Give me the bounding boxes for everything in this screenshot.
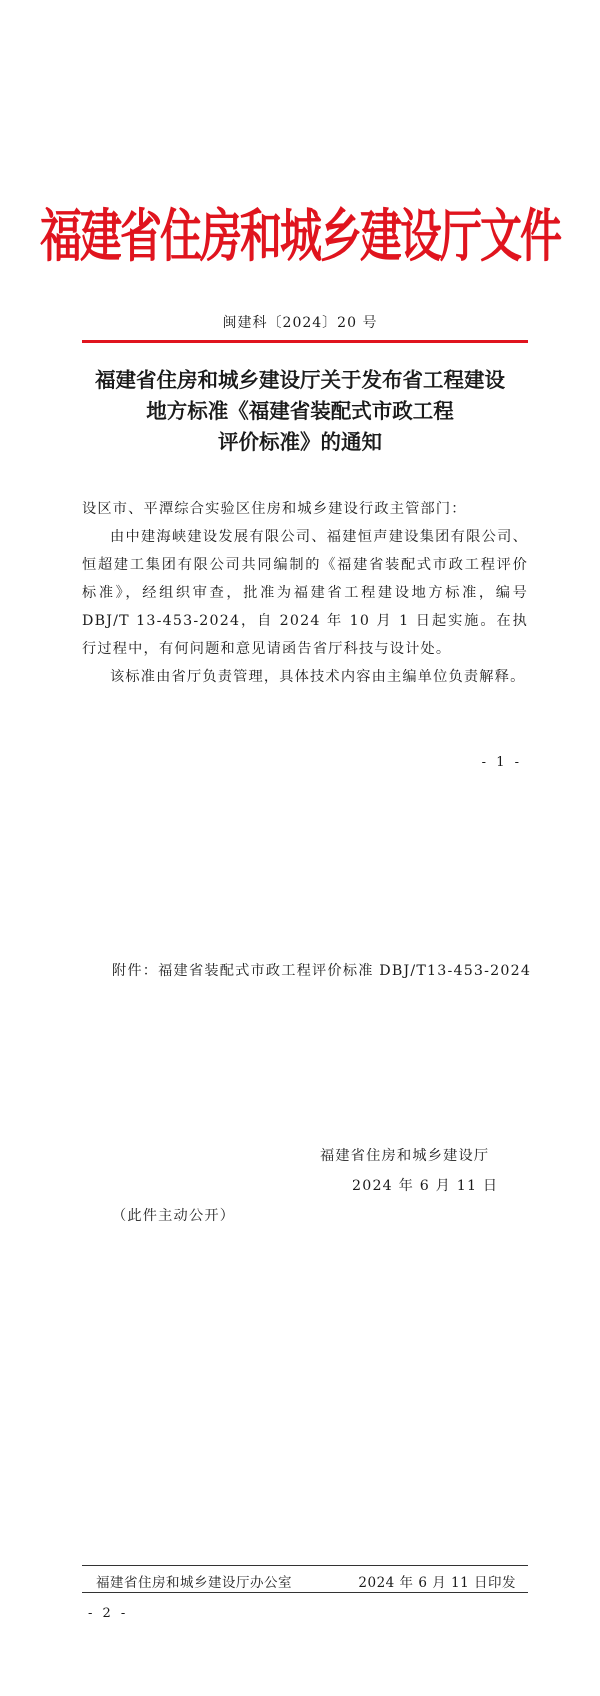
issuer-signature: 福建省住房和城乡建设厅 (320, 1148, 490, 1164)
notice-title-line-1: 福建省住房和城乡建设厅关于发布省工程建设 (95, 368, 505, 392)
salutation: 设区市、平潭综合实验区住房和城乡建设行政主管部门： (82, 501, 467, 517)
footer-bottom-rule (82, 1592, 528, 1593)
issue-date: 2024 年 6 月 11 日 (352, 1178, 499, 1194)
notice-title-line-2: 地方标准《福建省装配式市政工程 (146, 399, 454, 423)
notice-title-line-3: 评价标准》的通知 (218, 430, 382, 454)
page-number-2: - 2 - (88, 1606, 129, 1621)
notice-title (70, 365, 530, 458)
attachment-line: 附件：福建省装配式市政工程评价标准 DBJ/T13-453-2024 (112, 963, 532, 979)
footer-office: 福建省住房和城乡建设厅办公室 (96, 1575, 292, 1591)
body-paragraph-2: 该标准由省厅负责管理，具体技术内容由主编单位负责解释。 (110, 669, 526, 685)
document-number: 闽建科〔2024〕20 号 (222, 315, 378, 331)
red-divider (82, 340, 528, 343)
footer-top-rule (82, 1565, 528, 1566)
page-number-1: - 1 - (481, 755, 522, 770)
footer-print-date: 2024 年 6 月 11 日印发 (358, 1575, 516, 1591)
red-header-title: 福建省住房和城乡建设厅文件 (39, 202, 560, 269)
body-paragraph-1: 由中建海峡建设发展有限公司、福建恒声建设集团有限公司、恒超建工集团有限公司共同编制的《福建省装配式市政工程评价标准》，经组织审查，批准为福建省工程建设地方标准，编号 DBJ/T 13-453-2024，自 2024 年 10 月 1 日起实施。在执行过程中，有何问题和意见请函告省厅科技与设计处。 (82, 529, 528, 657)
disclosure-note: （此件主动公开） (112, 1208, 236, 1224)
